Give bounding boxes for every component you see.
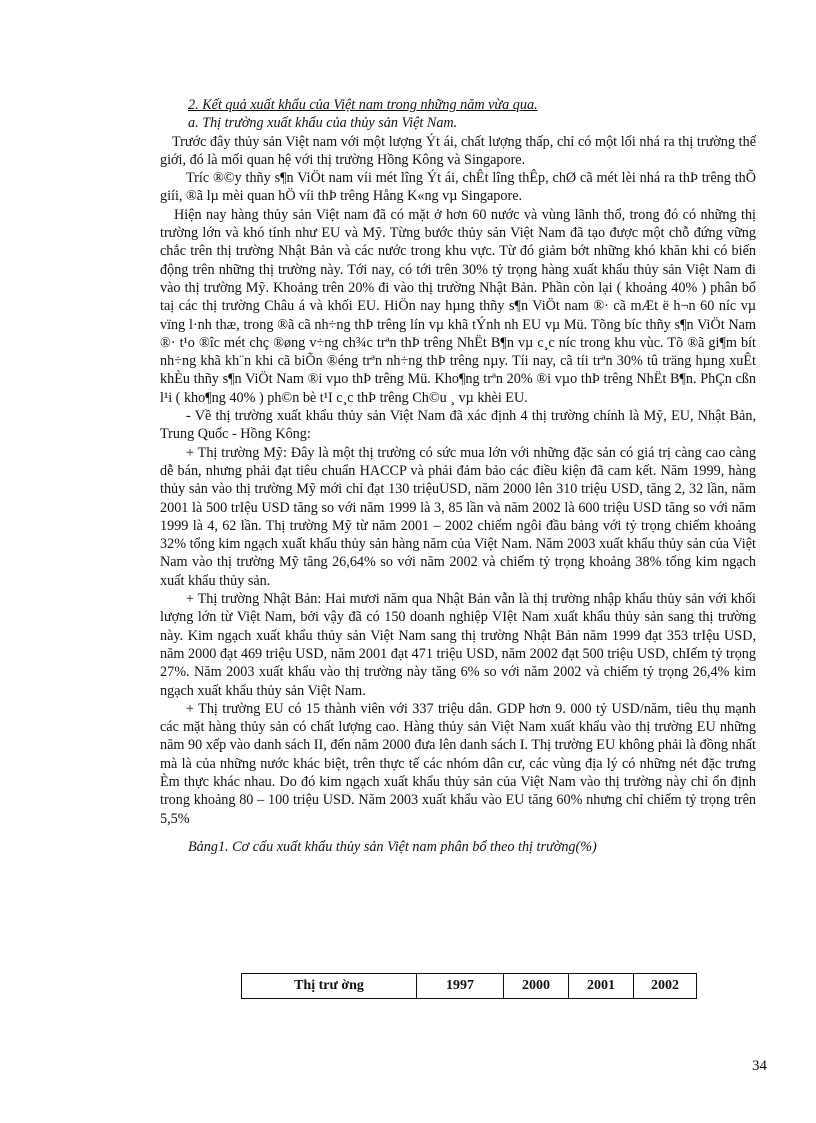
header-2001: 2001 <box>569 974 634 999</box>
document-body <box>160 96 756 856</box>
paragraph-eu-market: + Thị trường EU có 15 thành viên với 337 triệu dân. GDP hơn 9. 000 tỷ USD/năm, tiêu thụ mạnh các mặt hàng thủy sản có chất lượng cao. Hàng thủy sản Việt Nam xuất khẩu vào thị trường EU những năm 90 xếp vào danh sách II, đến năm 2000 đưa lên danh sách I. Thị trường EU không phải là đồng nhất mà là của những nước khác biệt, trên thực tế các nhóm dân cư, các vùng địa lý có những nét đặc trưng Èm thực khác nhau. Do đó kim ngạch xuất khẩu thủy sản của Việt Nam vào thị trường này chỉ ổn định trong khoảng 80 – 100 triệu USD. Năm 2003 xuất khẩu vào EU tăng 60% nhưng chỉ chiếm tỷ trọng trên 5,5% <box>160 700 756 827</box>
paragraph-2: Tríc ®©y thñy s¶n ViÖt nam víi mét lîng Ýt ái, chÊt lîng thÊp, chØ cã mét lèi nhá ra thÞ trêng thÕ giíi, ®ã lµ mèi quan hÖ víi thÞ trêng Hång K«ng vµ Singapore. <box>160 170 756 205</box>
paragraph-japan-market: + Thị trường Nhật Bản: Hai mươi năm qua Nhật Bản vẫn là thị trường nhập khẩu thủy sản với khối lượng lớn từ Việt Nam, bởi vậy đã có 150 doanh nghiệp VIệt Nam xuất khẩu thủy sản sang thị trường này. Kim ngạch xuất khẩu thủy sản Việt Nam sang thị trường Nhật Bản năm 1999 đạt 353 trIệu USD, năm 2000 đạt 469 triệu USD, năm 2001 đạt 471 triệu USD, năm 2002 đạt 500 triệu USD, chIếm tỷ trọng 27%. Năm 2003 xuất khẩu vào thị trường này tăng 6% so với năm 2002 và chiếm tỷ trọng 26,4% kim ngạch xuất khẩu thủy sản Việt Nam. <box>160 591 756 699</box>
subsection-heading: a. Thị trường xuất khẩu của thủy sản Việt Nam. <box>188 115 458 132</box>
table-header-row <box>242 974 697 999</box>
header-1997: 1997 <box>417 974 504 999</box>
table-caption: Bảng1. Cơ cấu xuất khẩu thủy sản Việt nam phân bổ theo thị trường(%) <box>188 838 597 855</box>
header-market: Thị trư ờng <box>242 974 417 999</box>
page-number: 34 <box>752 1058 767 1074</box>
header-2002: 2002 <box>634 974 697 999</box>
paragraph-us-market: + Thị trường Mỹ: Đây là một thị trường có sức mua lớn với những đặc sản có giá trị càng cao càng dễ bán, nhưng phải đạt tiêu chuẩn HACCP và phải đảm bảo các điều kiện đã cam kết. Năm 1999, hàng thủy sản vào thị trường Mỹ mới chỉ đạt 130 triệuUSD, năm 2000 lên 310 triệu USD, tăng 2, 32 lần, năm 2001 là 500 trIệu USD tăng so với năm 1999 là 3, 85 lần và năm 2002 là 600 triệu USD tăng so với năm 1999 là 4, 62 lần. Thị trường Mỹ từ năm 2001 – 2002 chiếm ngôi đầu bảng với tỷ trọng chiếm khoảng 32% tổng kim ngạch xuất khẩu thủy sản hàng năm của Việt Nam. Năm 2003 xuất khẩu thủy sản của Việt Nam vào thị trường Mỹ tăng 26,64% so với năm 2002 và chiếm tỷ trọng khoảng 38% tổng kim ngạch xuất khẩu thủy sản. <box>160 444 756 589</box>
paragraph-3: Hiện nay hàng thủy sản Việt nam đã có mặt ở hơn 60 nước và vùng lãnh thổ, trong đó có những thị trường lớn và khó tính như EU và Mỹ. Từng bước thủy sản Việt Nam đã tạo được một chỗ đứng vững chắc trên thị trường Nhật Bản và các nước trong khu vực. Từ đó giảm bớt những khó khăn khi có biến động trên những thị trường này. Tới nay, có tới trên 30% tỷ trọng hàng xuất khẩu thủy sản Việt Nam đi vào thị trường Mỹ. Khoảng trên 20% đi vào thị trường Nhật Bản. Phần còn lại ( khoảng 40% ) phân bổ taị các thị trường Châu á và khối EU. HiÖn nay hµng thñy s¶n ViÖt nam ®· cã mÆt ë h¬n 60 níc vµ vïng l·nh thæ, trong ®ã cã nh÷ng thÞ trêng lín vµ khã tÝnh nh EU vµ Mü. Tõng bíc thñy s¶n ViÖt Nam ®· t¹o ®îc mét chç ®øng v÷ng ch¾c trªn thÞ trêng NhËt B¶n vµ c¸c níc trong khu vùc. Tõ ®ã gi¶m bít nh÷ng khã kh¨n khi cã biÕn ®éng trªn nh÷ng thÞ trêng nµy. Tíi nay, cã tíi trªn 30% tû träng hµng xuÊt khÈu thñy s¶n ViÖt Nam ®i vµo thÞ trêng Mü. Kho¶ng trªn 20% ®i vµo thÞ trêng NhËt B¶n. PhÇn cßn l¹i ( kho¶ng 40% ) ph©n bè t¹I c¸c thÞ trêng Ch©u ¸ vµ khèi EU. <box>160 206 756 406</box>
paragraph-1: Trước đây thủy sản Việt nam với một lượng Ýt ái, chất lượng thấp, chỉ có một lối nhá ra thị trường thế giới, đó là mối quan hệ với thị trường Hồng Kông và Singapore. <box>160 133 756 168</box>
section-heading: 2. Kết quả xuất khẩu của Việt nam trong những năm vừa qua. <box>188 97 538 113</box>
header-2000: 2000 <box>504 974 569 999</box>
paragraph-4: - Về thị trường xuất khẩu thủy sản Việt Nam đã xác định 4 thị trường chính là Mỹ, EU, Nhật Bản, Trung Quốc - Hồng Kông: <box>160 408 756 443</box>
market-table <box>241 973 697 999</box>
